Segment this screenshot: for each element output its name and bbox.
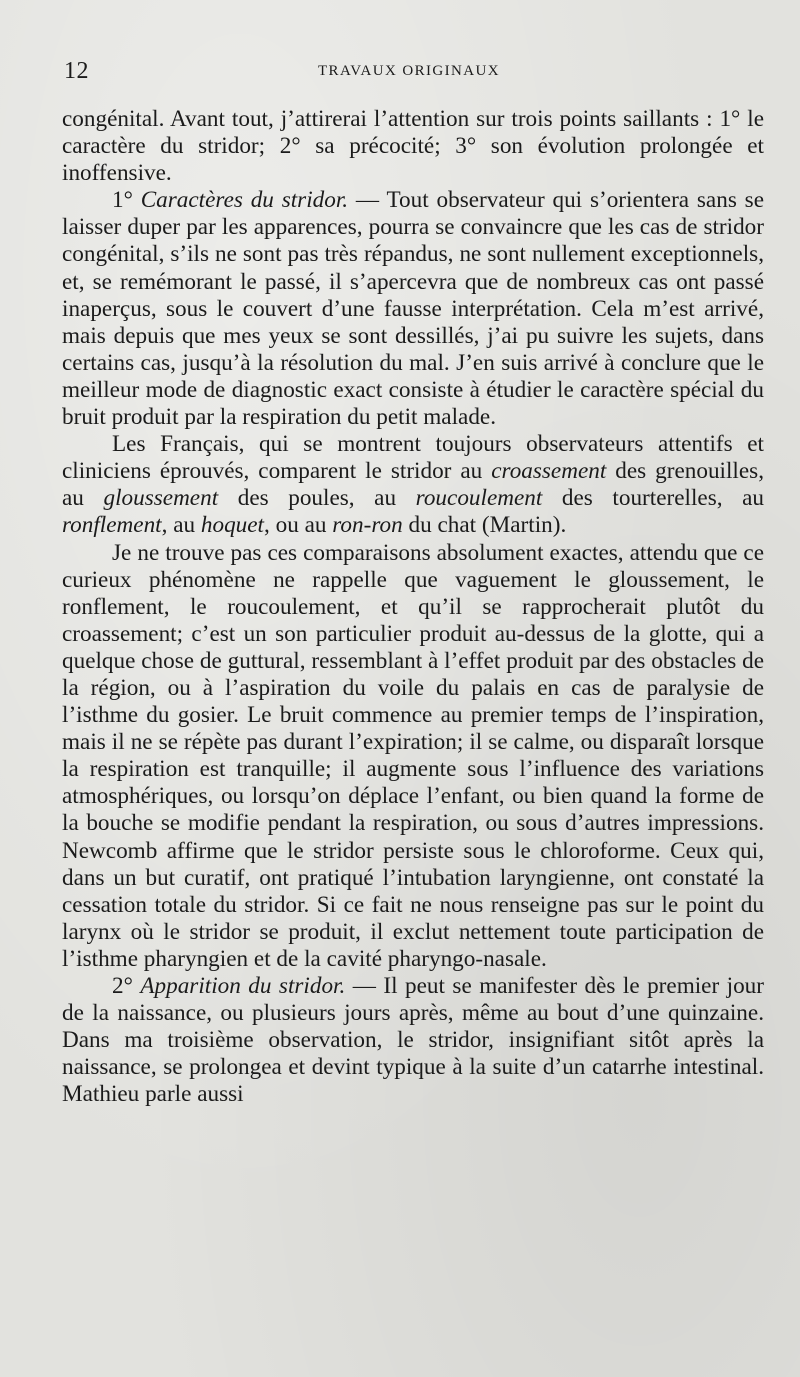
section-number: 2° (112, 973, 133, 999)
paragraph-text: congénital. Avant tout, j’attirerai l’attention sur trois points saillants : 1° le caractère du stridor; 2° sa précocité; 3° son évolution prolongée et inoffensive. (62, 106, 764, 187)
paragraph-comparisons (62, 431, 764, 539)
paragraph-onset (62, 973, 764, 1108)
italic-term: roucoulement (415, 485, 543, 512)
section-heading: Apparition du stridor. (140, 973, 346, 999)
text-run: des grenouilles, au (62, 458, 764, 512)
text-run: des poules, au (218, 485, 416, 512)
paragraph-text: — Il peut se manifester dès le premier jour de la naissance, ou plusieurs jours après, même au bout d’une quinzaine. Dans ma troisième observation, le stridor, insignifiant sitôt après la naissance, se prolongea et devint typique à la suite d’un catarrhe intestinal. Mathieu parle aussi (62, 973, 764, 1108)
italic-term: croassement (491, 458, 607, 485)
italic-term: ron-ron (332, 512, 403, 539)
section-heading: Caractères du stridor. (140, 187, 349, 214)
paragraph-text: Je ne trouve pas ces comparaisons absolument exactes, attendu que ce curieux phénomène ne rappelle que vaguement le gloussement, le ronflement, le roucoulement, et qu’il se rapprocherait plutôt du croassement; c’est un son particulier produit au-dessus de la glotte, qui a quelque chose de guttural, ressemblant à l’effet produit par des obstacles de la région, ou à l’aspiration du voile du palais en cas de paralysie de l’isthme du gosier. Le bruit commence au premier temps de l’inspiration, mais il ne se répète pas durant l’expiration; il se calme, ou disparaît lorsque la respiration est tranquille; il augmente sous l’influence des variations atmosphériques, ou lorsqu’on déplace l’enfant, ou bien quand la forme de la bouche se modifie pendant la respiration, ou sous d’autres impressions. Newcomb affirme que le stridor persiste sous le chloroforme. Ceux qui, dans un but curatif, ont pratiqué l’intubation laryngienne, ont constaté la cessation totale du stridor. Si ce fait ne nous renseigne pas sur le point du larynx où le stridor se produit, il exclut nettement toute participation de l’isthme pharyngien et de la cavité pharyngo-nasale. (62, 539, 764, 972)
italic-term: hoquet (200, 512, 264, 539)
body-text (62, 106, 764, 1108)
paragraph-discussion (62, 540, 764, 974)
paragraph-text: — Tout observateur qui s’orientera sans se laisser duper par les apparences, pourra se convaincre que les cas de stridor congénital, s’ils ne sont pas très répandus, ne sont nullement exceptionnels, et, se remémorant le passé, il s’apercevra que de nombreux cas ont passé inaperçus, sous le couvert d’une fausse interprétation. Cela m’est arrivé, mais depuis que mes yeux se sont dessillés, j’ai pu suivre les sujets, dans certains cas, jusqu’à la résolution du mal. J’en suis arrivé à conclure que le meilleur mode de diagnostic exact consiste à étudier le caractère spécial du bruit produit par la respiration du petit malade. (62, 187, 764, 431)
text-run: Les Français, qui se montrent toujours observateurs attentifs et cliniciens éprouvés, comparent le stridor au (62, 431, 764, 485)
page-number: 12 (64, 58, 89, 84)
page-header (64, 58, 754, 90)
section-number: 1° (112, 187, 133, 214)
text-run: , au (161, 512, 201, 539)
running-title: TRAVAUX ORIGINAUX (317, 63, 500, 79)
paragraph-characteristics (62, 187, 764, 431)
paragraph-intro (62, 106, 764, 187)
italic-term: ronflement (62, 512, 162, 539)
italic-term: gloussement (103, 485, 219, 512)
text-run: des tourterelles, au (542, 485, 765, 512)
text-run: , ou au (264, 512, 333, 539)
text-run: du chat (Martin). (402, 512, 567, 539)
